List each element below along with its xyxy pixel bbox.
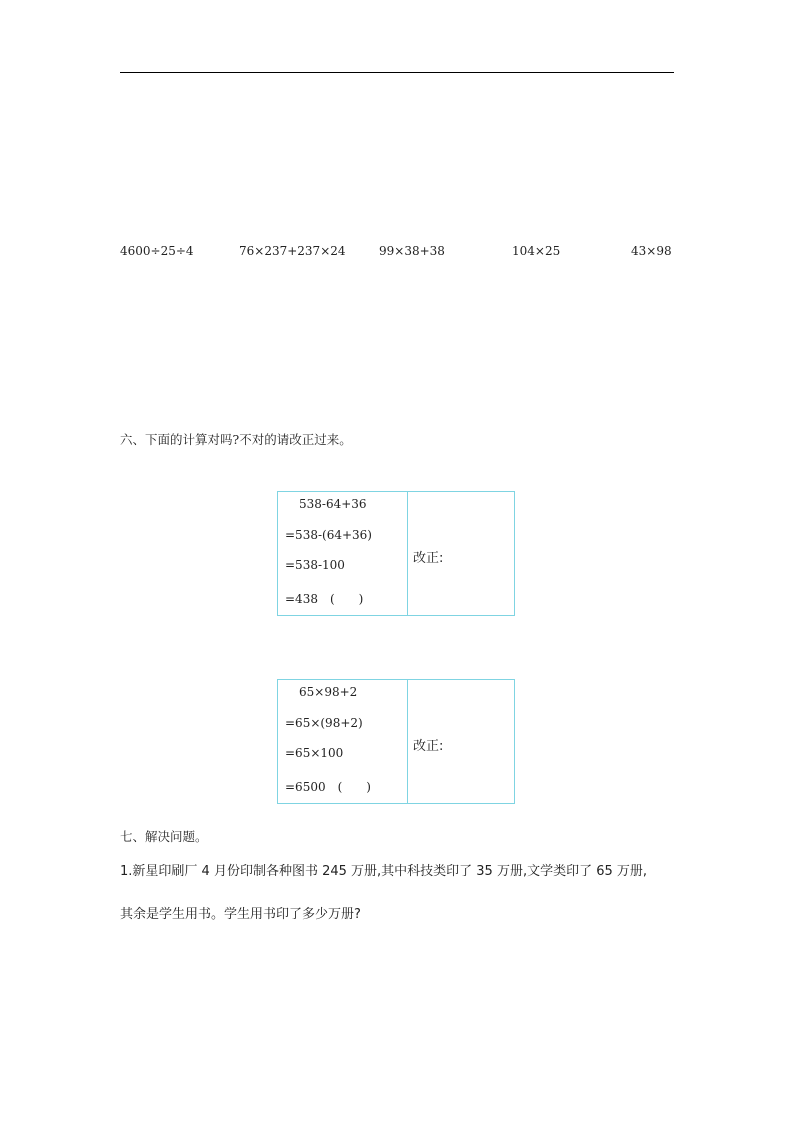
box1-correction-label: 改正: bbox=[413, 551, 444, 566]
check-box-2 bbox=[277, 679, 515, 804]
box2-divider bbox=[407, 680, 408, 803]
box2-correction-label: 改正: bbox=[413, 739, 444, 754]
calc-item-4: 104×25 bbox=[512, 244, 561, 258]
question1-line-1: 1.新星印刷厂 4 月份印制各种图书 245 万册,其中科技类印了 35 万册,文学类印了 65 万册, bbox=[120, 864, 648, 879]
box2-line-3: =65×100 bbox=[285, 746, 344, 760]
header-rule bbox=[120, 72, 674, 73]
box1-line-3: =538-100 bbox=[285, 558, 345, 572]
box1-line-2: =538-(64+36) bbox=[285, 528, 372, 542]
box1-line-1: 538-64+36 bbox=[299, 497, 367, 511]
section6-title: 六、下面的计算对吗?不对的请改正过来。 bbox=[120, 432, 352, 447]
box1-line-4: =438 ( ) bbox=[285, 592, 364, 606]
section7-title: 七、解决问题。 bbox=[120, 829, 208, 844]
calc-item-3: 99×38+38 bbox=[379, 244, 445, 258]
box2-line-1: 65×98+2 bbox=[299, 685, 358, 699]
box2-line-2: =65×(98+2) bbox=[285, 716, 363, 730]
box1-divider bbox=[407, 492, 408, 615]
calc-item-2: 76×237+237×24 bbox=[239, 244, 346, 258]
calc-item-5: 43×98 bbox=[631, 244, 672, 258]
check-box-1 bbox=[277, 491, 515, 616]
question1-line-2: 其余是学生用书。学生用书印了多少万册? bbox=[120, 907, 361, 922]
calc-item-1: 4600÷25÷4 bbox=[120, 244, 194, 258]
box2-line-4: =6500 ( ) bbox=[285, 780, 371, 794]
